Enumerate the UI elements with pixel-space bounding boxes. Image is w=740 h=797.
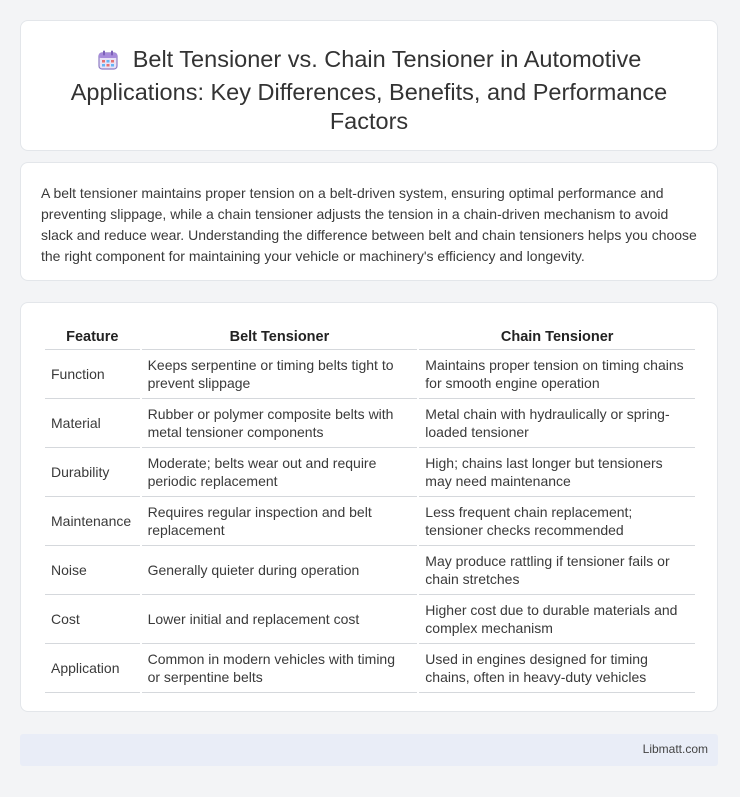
table-header-row: [45, 325, 695, 350]
title-card: [20, 20, 718, 151]
belt-cell: Rubber or polymer composite belts with metal tensioner components: [142, 399, 418, 448]
belt-cell: Generally quieter during operation: [142, 546, 418, 595]
page-title-text: Belt Tensioner vs. Chain Tensioner in Automotive Applications: Key Differences, Benefits, and Performance Factors: [70, 46, 668, 134]
table-row: [45, 448, 695, 497]
chain-cell: Less frequent chain replacement; tensioner checks recommended: [419, 497, 695, 546]
belt-cell: Requires regular inspection and belt replacement: [142, 497, 418, 546]
belt-cell: Common in modern vehicles with timing or serpentine belts: [142, 644, 418, 693]
table-row: [45, 497, 695, 546]
intro-paragraph: A belt tensioner maintains proper tension on a belt-driven system, ensuring optimal performance and preventing slippage, while a chain tensioner adjusts the tension in a chain-driven mechanism to avoid slack and reduce wear. Understanding the difference between belt and chain tensioners helps you choose the right component for maintaining your vehicle or machinery's efficiency and longevity.: [41, 185, 697, 264]
table-row: [45, 595, 695, 644]
table-row: [45, 546, 695, 595]
table-row: [45, 399, 695, 448]
comparison-table: [43, 325, 697, 693]
chain-cell: High; chains last longer but tensioners may need maintenance: [419, 448, 695, 497]
table-row: [45, 644, 695, 693]
chain-cell: Maintains proper tension on timing chains for smooth engine operation: [419, 350, 695, 399]
calendar-icon: [97, 49, 119, 78]
header-chain-tensioner: Chain Tensioner: [419, 325, 695, 350]
feature-cell: Noise: [45, 546, 140, 595]
feature-cell: Maintenance: [45, 497, 140, 546]
comparison-card: [20, 302, 718, 712]
chain-cell: May produce rattling if tensioner fails or chain stretches: [419, 546, 695, 595]
header-feature: Feature: [45, 325, 140, 350]
feature-cell: Application: [45, 644, 140, 693]
intro-card: [20, 162, 718, 281]
belt-cell: Moderate; belts wear out and require periodic replacement: [142, 448, 418, 497]
belt-cell: Lower initial and replacement cost: [142, 595, 418, 644]
header-belt-tensioner: Belt Tensioner: [142, 325, 418, 350]
feature-cell: Function: [45, 350, 140, 399]
feature-cell: Durability: [45, 448, 140, 497]
page-title: [21, 21, 717, 136]
footer-brand-link[interactable]: Libmatt.com: [642, 742, 708, 756]
belt-cell: Keeps serpentine or timing belts tight to prevent slippage: [142, 350, 418, 399]
feature-cell: Material: [45, 399, 140, 448]
chain-cell: Used in engines designed for timing chains, often in heavy-duty vehicles: [419, 644, 695, 693]
table-row: [45, 350, 695, 399]
footer-bar: [20, 734, 718, 766]
feature-cell: Cost: [45, 595, 140, 644]
chain-cell: Higher cost due to durable materials and complex mechanism: [419, 595, 695, 644]
chain-cell: Metal chain with hydraulically or spring-loaded tensioner: [419, 399, 695, 448]
